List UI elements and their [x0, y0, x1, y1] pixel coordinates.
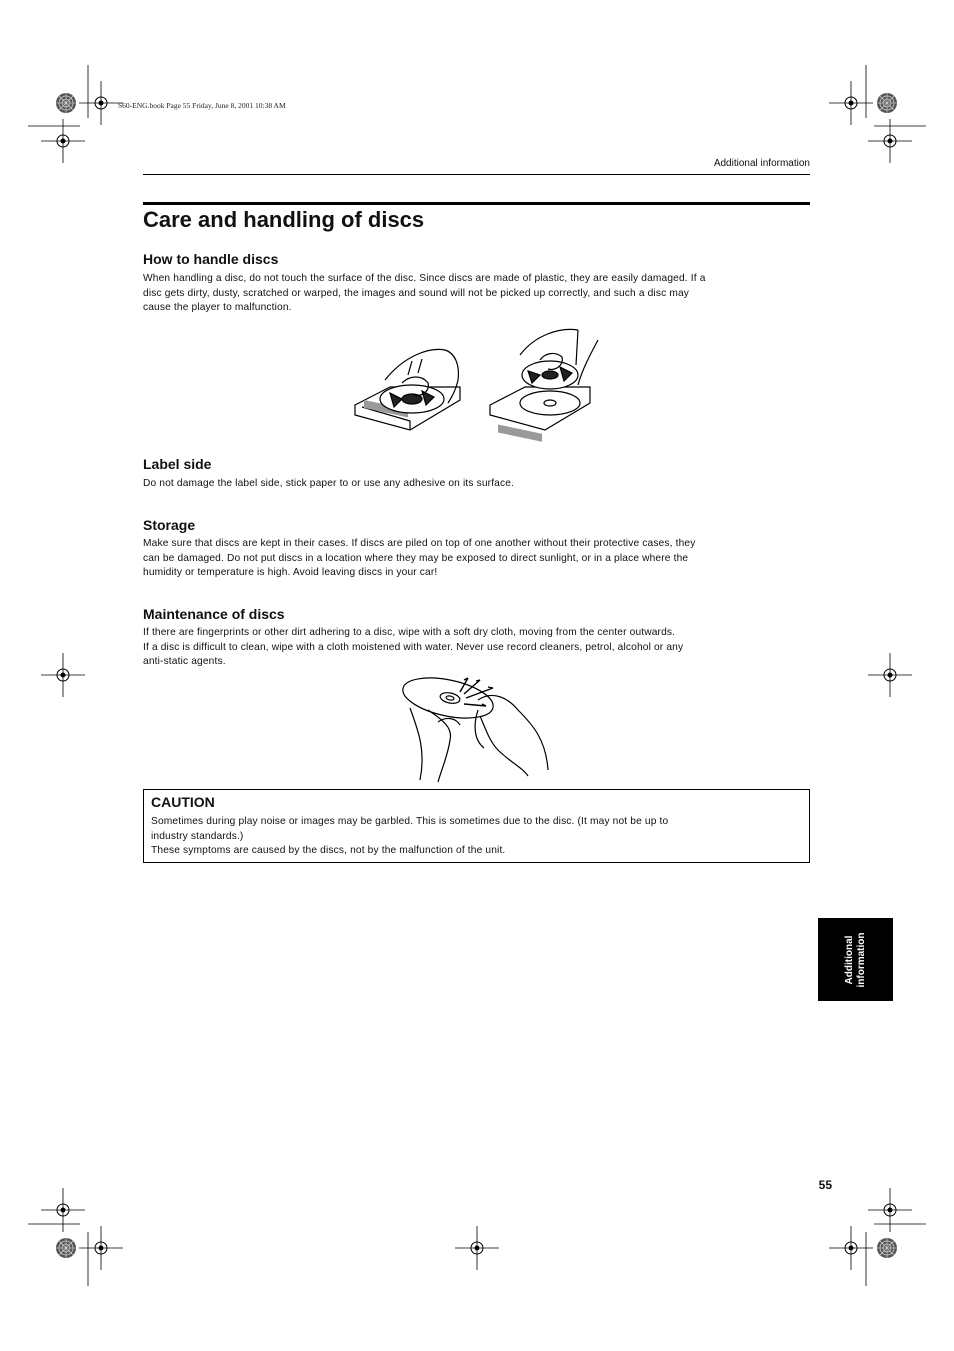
book-info: S60-ENG.book Page 55 Friday, June 8, 2001 10:38 AM [118, 101, 286, 110]
section-heading-label-side: Label side [143, 456, 212, 472]
section-body-maintenance: If there are fingerprints or other dirt adhering to a disc, wipe with a soft dry cloth, moving from the center outwards. If a disc is difficult to clean, wipe with a cloth moistened with water. Never use record cleaners, petrol, alcohol or any anti-static agents. [143, 627, 684, 667]
page-number: 55 [818, 1178, 832, 1192]
page-title: Care and handling of discs [143, 207, 425, 232]
section-body-handle: When handling a disc, do not touch the surface of the disc. Since discs are made of plastic, they are easily damaged. If a disc gets dirty, dusty, scratched or warped, the images and sound will not be picked up correctly, and such a disc may cause the player to malfunction. [143, 273, 706, 313]
header-rule [143, 174, 810, 175]
caution-box [143, 789, 810, 863]
side-tab-label: Additional information [843, 932, 867, 987]
section-heading-handle: How to handle discs [143, 251, 279, 267]
section-body-label-side: Do not damage the label side, stick paper to or use any adhesive on its surface. [143, 478, 515, 489]
title-rule [143, 202, 810, 205]
section-heading-storage: Storage [143, 517, 196, 533]
section-heading-maintenance: Maintenance of discs [143, 606, 285, 622]
disc-handling-illustration [350, 325, 610, 435]
section-header: Additional information [713, 158, 810, 169]
disc-cleaning-illustration [398, 670, 558, 785]
caution-text: Sometimes during play noise or images may be garbled. This is sometimes due to the disc. (It may not be up to industry standards.) These symptoms are caused by the discs, not by the malfunction of the unit. [151, 816, 669, 856]
side-tab-additional-information[interactable] [818, 918, 893, 1001]
caution-title: CAUTION [151, 794, 215, 810]
section-body-storage: Make sure that discs are kept in their cases. If discs are piled on top of one another without their protective cases, they can be damaged. Do not put discs in a location where they may be exposed to direct sunlight, or in a place where the humidity or temperature is high. Avoid leaving discs in your car! [143, 538, 696, 578]
